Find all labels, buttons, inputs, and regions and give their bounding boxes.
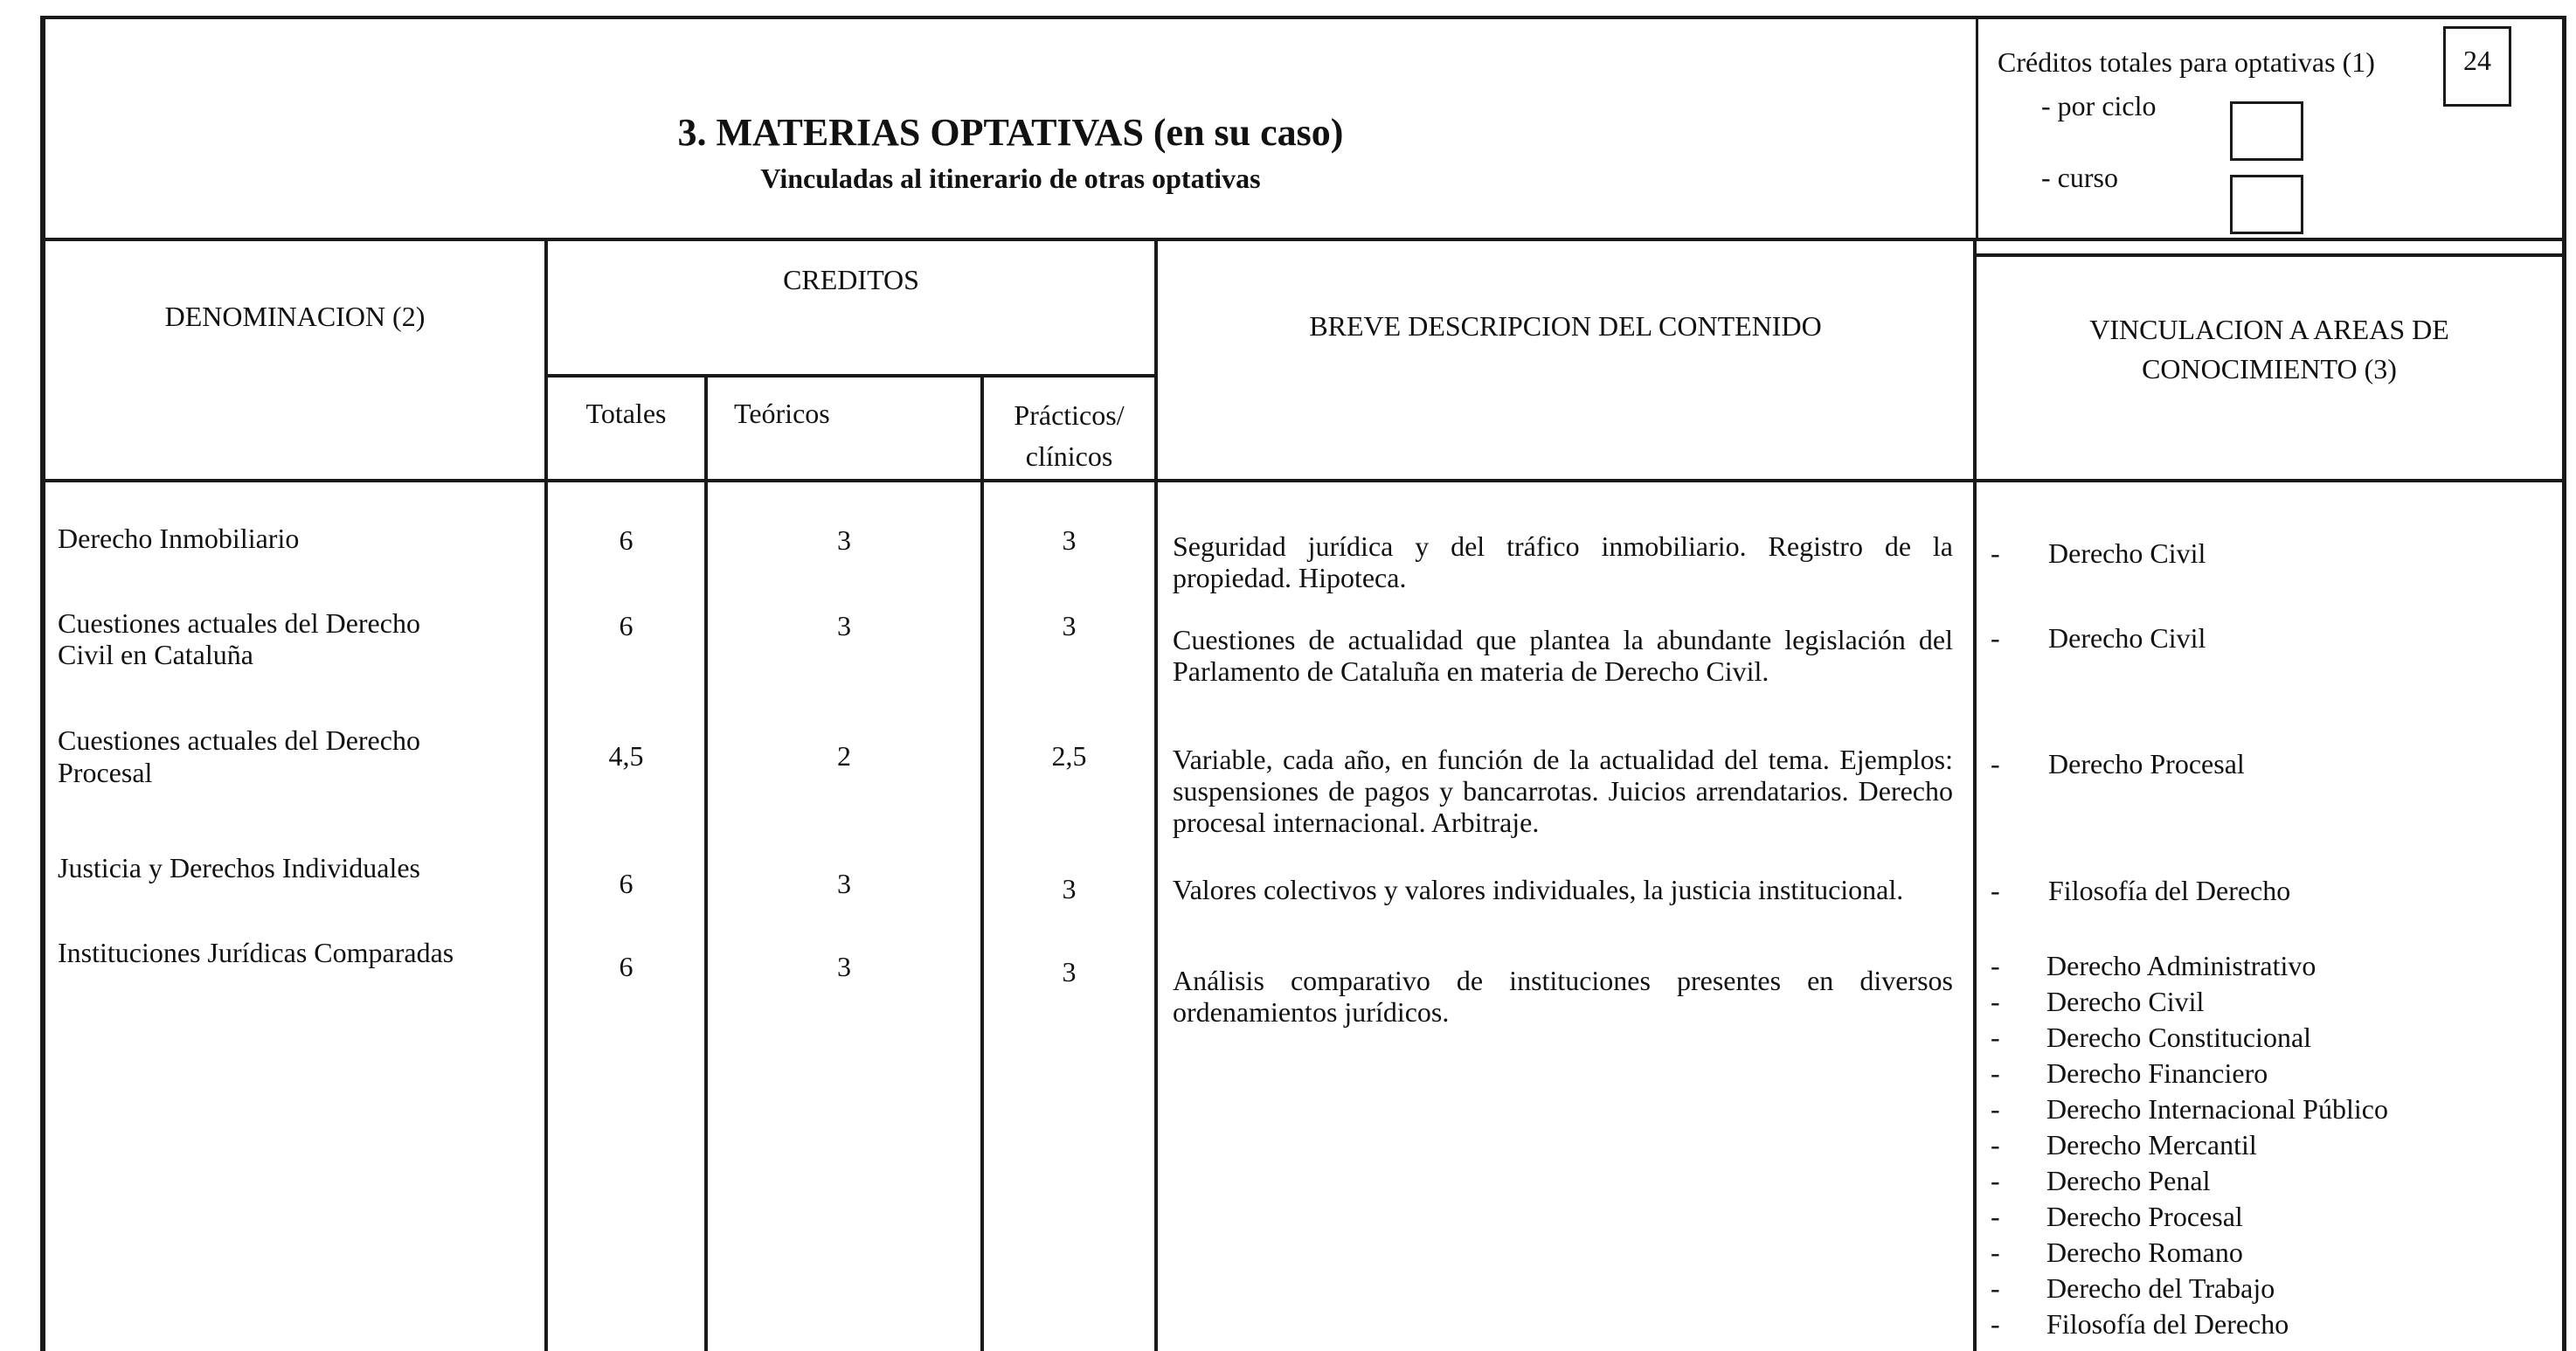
row-name: Derecho Inmobiliario: [58, 523, 300, 554]
row-name-line2: Procesal: [58, 757, 153, 788]
list-item: - Filosofía del Derecho: [1982, 1306, 2388, 1342]
col-header-denominacion: DENOMINACION (2): [164, 301, 426, 332]
row-area-dash: -: [1991, 622, 2000, 654]
row-practicos: 3: [1062, 873, 1077, 904]
creditos-subheader-rule: [546, 374, 1158, 378]
row-area: Derecho Civil: [2048, 622, 2206, 654]
list-item: - Derecho Constitucional: [1982, 1020, 2388, 1056]
list-item: - Derecho Civil: [1982, 984, 2388, 1020]
por-ciclo-label: - por ciclo: [2041, 90, 2157, 121]
row-description: Valores colectivos y valores individuales, la justicia institucional.: [1173, 874, 1904, 905]
credits-total-label: Créditos totales para optativas (1): [1998, 46, 2375, 78]
curso-label: - curso: [2041, 162, 2118, 193]
por-ciclo-box: [2230, 101, 2303, 161]
row-description: Variable, cada año, en función de la actualidad del tema. Ejemplos: suspensiones de pagos y bancarrotas. Juicios arrendatarios. Derecho procesal internacional. Arbitraje.: [1173, 744, 1953, 838]
row-description: Seguridad jurídica y del tráfico inmobiliario. Registro de la propiedad. Hipoteca.: [1173, 530, 1953, 593]
col-header-descripcion: BREVE DESCRIPCION DEL CONTENIDO: [1309, 310, 1822, 342]
row-description: Cuestiones de actualidad que plantea la abundante legislación del Parlamento de Cataluña en materia de Derecho Civil.: [1173, 624, 1953, 687]
row-teoricos: 3: [837, 951, 851, 982]
header-right-divider-lower: [1977, 253, 2566, 257]
col-header-vinculacion-line1: VINCULACION A AREAS DE: [2089, 314, 2449, 345]
list-item: - Derecho Procesal: [1982, 1199, 2388, 1235]
row-name: Instituciones Jurídicas Comparadas: [58, 937, 454, 968]
col-divider-5: [1973, 241, 1977, 1351]
col-header-practicos-line2: clínicos: [1025, 440, 1113, 472]
list-item: - Derecho Financiero: [1982, 1056, 2388, 1091]
page-title: 3. MATERIAS OPTATIVAS (en su caso): [677, 111, 1344, 154]
col-header-vinculacion-line2: CONOCIMIENTO (3): [2142, 353, 2397, 385]
row-teoricos: 3: [837, 610, 851, 641]
row-totales: 6: [619, 610, 634, 641]
list-item: - Derecho Romano: [1982, 1235, 2388, 1271]
header-right-divider: [1976, 16, 1978, 238]
row-name: Justicia y Derechos Individuales: [58, 852, 420, 883]
list-item: - Derecho Mercantil: [1982, 1127, 2388, 1163]
row-description: Análisis comparativo de instituciones presentes en diversos ordenamientos jurídicos.: [1173, 965, 1953, 1028]
row-area-dash: -: [1991, 748, 2000, 779]
credits-total-value: 24: [2463, 45, 2491, 76]
row-area: Filosofía del Derecho: [2048, 875, 2291, 906]
row-area-list: [1982, 948, 2388, 1342]
row-area-dash: -: [1991, 537, 2000, 569]
row-totales: 4,5: [608, 740, 644, 772]
row-teoricos: 3: [837, 524, 851, 556]
list-item: - Derecho Internacional Público: [1982, 1091, 2388, 1127]
col-header-creditos: CREDITOS: [783, 264, 919, 295]
col-divider-3: [980, 376, 984, 1351]
row-totales: 6: [619, 868, 634, 899]
col-header-teoricos: Teóricos: [734, 398, 830, 429]
col-header-practicos-line1: Prácticos/: [1014, 399, 1125, 431]
list-item: - Derecho Administrativo: [1982, 948, 2388, 984]
row-name: Cuestiones actuales del Derecho: [58, 724, 420, 756]
outer-right-border: [2562, 16, 2566, 1351]
row-area-dash: -: [1991, 875, 2000, 906]
page-subtitle: Vinculadas al itinerario de otras optativas: [760, 163, 1261, 194]
row-practicos: 3: [1062, 524, 1077, 556]
row-totales: 6: [619, 524, 634, 556]
outer-left-border: [40, 16, 45, 1351]
list-item: - Derecho del Trabajo: [1982, 1271, 2388, 1306]
outer-top-border: [40, 16, 2566, 19]
row-name: Cuestiones actuales del Derecho: [58, 607, 420, 639]
row-teoricos: 2: [837, 740, 851, 772]
row-totales: 6: [619, 951, 634, 982]
row-practicos: 3: [1062, 956, 1077, 987]
col-divider-4: [1154, 241, 1158, 1351]
col-header-totales: Totales: [585, 398, 667, 429]
column-header-bottom-rule: [40, 479, 2566, 482]
col-divider-2: [704, 376, 708, 1351]
curso-box: [2230, 175, 2303, 234]
row-practicos: 3: [1062, 610, 1077, 641]
row-practicos: 2,5: [1051, 740, 1087, 772]
row-area: Derecho Procesal: [2048, 748, 2245, 779]
row-name-line2: Civil en Cataluña: [58, 639, 253, 670]
list-item: - Derecho Penal: [1982, 1163, 2388, 1199]
header-bottom-rule: [40, 238, 2566, 241]
row-teoricos: 3: [837, 868, 851, 899]
row-area: Derecho Civil: [2048, 537, 2206, 569]
